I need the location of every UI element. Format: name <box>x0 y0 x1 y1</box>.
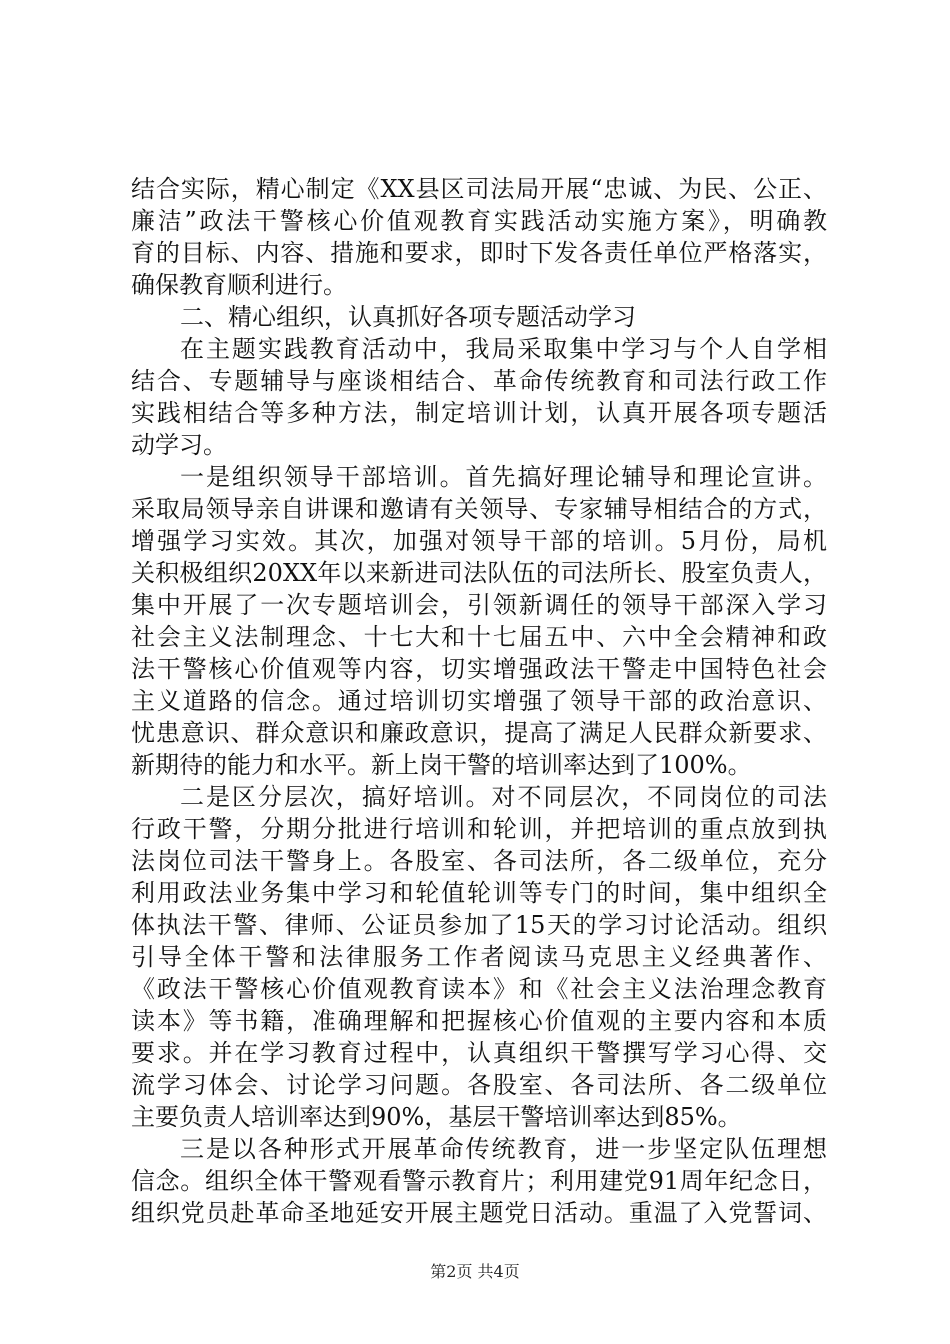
text-line: 结合、专题辅导与座谈相结合、革命传统教育和司法行政工作 <box>131 367 827 395</box>
text-line: 行政干警，分期分批进行培训和轮训，并把培训的重点放到执 <box>131 815 827 843</box>
text-line: 二是区分层次，搞好培训。对不同层次，不同岗位的司法 <box>180 783 827 811</box>
text-line: 引导全体干警和法律服务工作者阅读马克思主义经典著作、 <box>131 943 827 971</box>
document-body <box>131 173 827 1229</box>
text-line: 《政法干警核心价值观教育读本》和《社会主义法治理念教育 <box>131 975 827 1003</box>
text-line: 三是以各种形式开展革命传统教育，进一步坚定队伍理想 <box>180 1135 827 1163</box>
text-line: 流学习体会、讨论学习问题。各股室、各司法所、各二级单位 <box>131 1071 827 1099</box>
text-line: 新期待的能力和水平。新上岗干警的培训率达到了100%。 <box>131 751 752 779</box>
text-line: 组织党员赴革命圣地延安开展主题党日活动。重温了入党誓词、 <box>131 1199 827 1227</box>
text-line: 实践相结合等多种方法，制定培训计划，认真开展各项专题活 <box>131 399 827 427</box>
text-line: 采取局领导亲自讲课和邀请有关领导、专家辅导相结合的方式， <box>131 495 827 523</box>
text-line: 利用政法业务集中学习和轮值轮训等专门的时间，集中组织全 <box>131 879 827 907</box>
text-line: 育的目标、内容、措施和要求，即时下发各责任单位严格落实， <box>131 239 827 267</box>
text-line: 关积极组织20XX年以来新进司法队伍的司法所长、股室负责人， <box>131 559 827 587</box>
text-line: 结合实际，精心制定《XX县区司法局开展“忠诚、为民、公正、 <box>131 175 827 203</box>
text-line: 信念。组织全体干警观看警示教育片；利用建党91周年纪念日， <box>131 1167 827 1195</box>
page-footer: 第2页 共4页 <box>430 1262 520 1281</box>
text-line: 集中开展了一次专题培训会，引领新调任的领导干部深入学习 <box>131 591 827 619</box>
text-line: 确保教育顺利进行。 <box>131 271 347 299</box>
text-line: 在主题实践教育活动中，我局采取集中学习与个人自学相 <box>180 335 827 363</box>
text-line: 主义道路的信念。通过培训切实增强了领导干部的政治意识、 <box>131 687 827 715</box>
text-line: 忧患意识、群众意识和廉政意识，提高了满足人民群众新要求、 <box>131 719 827 747</box>
text-line: 法干警核心价值观等内容，切实增强政法干警走中国特色社会 <box>131 655 827 683</box>
text-line: 要求。并在学习教育过程中，认真组织干警撰写学习心得、交 <box>131 1039 827 1067</box>
text-line: 法岗位司法干警身上。各股室、各司法所，各二级单位，充分 <box>131 847 827 875</box>
text-line: 廉洁”政法干警核心价值观教育实践活动实施方案》，明确教 <box>131 207 827 235</box>
text-line: 社会主义法制理念、十七大和十七届五中、六中全会精神和政 <box>131 623 827 651</box>
text-line: 动学习。 <box>131 431 227 459</box>
text-line: 增强学习实效。其次，加强对领导干部的培训。5月份，局机 <box>131 527 827 555</box>
text-line: 读本》等书籍，准确理解和把握核心价值观的主要内容和本质 <box>131 1007 827 1035</box>
text-line: 体执法干警、律师、公证员参加了15天的学习讨论活动。组织 <box>131 911 827 939</box>
text-line: 主要负责人培训率达到90%，基层干警培训率达到85%。 <box>131 1103 742 1131</box>
text-line: 二、精心组织，认真抓好各项专题活动学习 <box>180 303 636 331</box>
text-line: 一是组织领导干部培训。首先搞好理论辅导和理论宣讲。 <box>180 463 827 491</box>
